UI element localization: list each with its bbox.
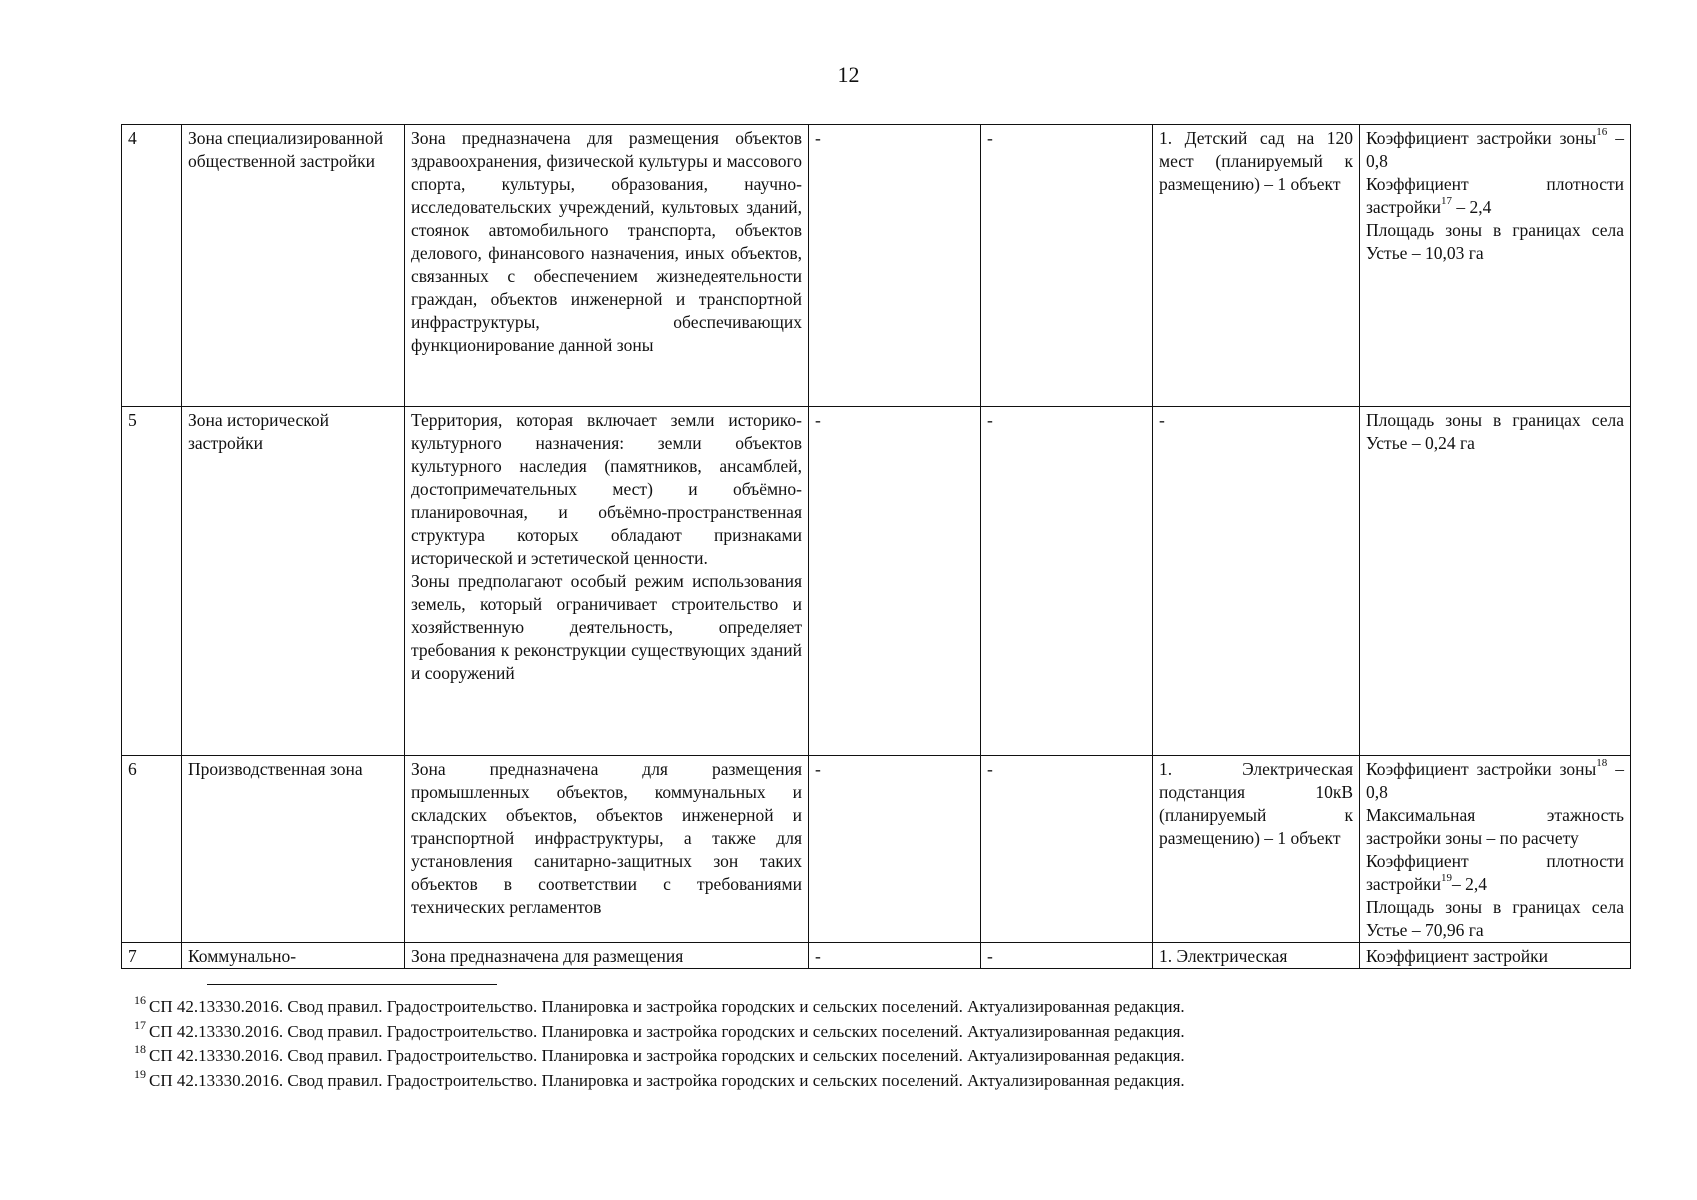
footnote: $^{17}$ СП 42.13330.2016. Свод правил. Градостроительство. Планировка и застройка городских и сельских поселений. Актуализированная редакция. [134, 1017, 1185, 1041]
column-f-value: - [981, 756, 1153, 943]
parameter-line: Площадь зоны в границах села Устье – 10,03 га [1366, 220, 1624, 263]
parameter-line: Площадь зоны в границах села Устье – 70,96 га [1366, 897, 1624, 940]
column-e-value: - [809, 407, 981, 756]
column-f-value: - [981, 407, 1153, 756]
zone-description: Зона предназначена для размещения промышленных объектов, коммунальных и складских объектов, объектов инженерной и транспортной инфраструктуры, а также для установления санитарно-защитных зон таких объектов в соответствии с требованиями технических регламентов [405, 756, 809, 943]
parameter-line: Коэффициент плотности застройки$^{19}$– 2,4 [1366, 851, 1624, 894]
planned-objects: - [1153, 407, 1360, 756]
zone-parameters [1360, 125, 1631, 407]
column-e-value: - [809, 125, 981, 407]
zone-description: Зона предназначена для размещения объектов здравоохранения, физической культуры и массового спорта, культуры, образования, научно-исследовательских учреждений, культовых зданий, стоянок автомобильного транспорта, объектов делового, финансового назначения, иных объектов, связанных с обеспечением жизнедеятельности граждан, объектов инженерной и транспортной инфраструктуры, обеспечивающих функционирование данной зоны [405, 125, 809, 407]
zone-name: Зона специализированной общественной застройки [182, 125, 405, 407]
footnote: $^{19}$ СП 42.13330.2016. Свод правил. Градостроительство. Планировка и застройка городских и сельских поселений. Актуализированная редакция. [134, 1066, 1185, 1090]
footnote-ref: 17 [1441, 195, 1453, 208]
zone-description [405, 407, 809, 756]
table-row [122, 407, 1631, 756]
description-paragraph: Зоны предполагают особый режим использования земель, который ограничивает строительство и хозяйственную деятельность, определяет требования к реконструкции существующих зданий и сооружений [411, 571, 802, 683]
footnote: $^{16}$ СП 42.13330.2016. Свод правил. Градостроительство. Планировка и застройка городских и сельских поселений. Актуализированная редакция. [134, 993, 1185, 1016]
zones-table [121, 124, 1631, 969]
planned-objects: 1. Электрическая подстанция 10кВ (планируемый к размещению) – 1 объект [1153, 756, 1360, 943]
parameter-line: Площадь зоны в границах села Устье – 0,24 га [1366, 410, 1624, 453]
row-number: 6 [122, 756, 182, 943]
zone-parameters [1360, 407, 1631, 756]
zone-name: Производственная зона [182, 756, 405, 943]
footnotes [134, 995, 1185, 1093]
column-e-value: - [809, 756, 981, 943]
parameter-line: Коэффициент застройки зоны$^{18}$ – 0,8 [1366, 757, 1624, 802]
footnote-ref: 18 [1596, 757, 1608, 770]
table-row [122, 125, 1631, 407]
zone-parameters: Коэффициент застройки [1360, 943, 1631, 969]
footnote-ref: 19 [1441, 872, 1453, 885]
zone-name: Коммунально- [182, 943, 405, 969]
zone-parameters [1360, 756, 1631, 943]
parameter-line: Коэффициент застройки зоны$^{16}$ – 0,8 [1366, 126, 1624, 171]
zone-name: Зона исторической застройки [182, 407, 405, 756]
parameter-line: Максимальная этажность застройки зоны – по расчету [1366, 805, 1624, 848]
row-number: 5 [122, 407, 182, 756]
footnote: $^{18}$ СП 42.13330.2016. Свод правил. Градостроительство. Планировка и застройка городских и сельских поселений. Актуализированная редакция. [134, 1042, 1185, 1065]
description-paragraph: Территория, которая включает земли историко-культурного назначения: земли объектов культурного наследия (памятников, ансамблей, достопримечательных мест) и объёмно-планировочная, и объёмно-пространственная структура которых обладают признаками исторической и эстетической ценности. [411, 410, 802, 568]
row-number: 4 [122, 125, 182, 407]
parameter-line: Коэффициент плотности застройки$^{17}$ – 2,4 [1366, 174, 1624, 217]
zone-description: Зона предназначена для размещения [405, 943, 809, 969]
footnote-ref: 16 [1596, 126, 1608, 139]
column-f-value: - [981, 943, 1153, 969]
row-number: 7 [122, 943, 182, 969]
column-f-value: - [981, 125, 1153, 407]
page-number: 12 [837, 62, 860, 87]
footnote-separator [207, 984, 497, 985]
table-row [122, 943, 1631, 969]
column-e-value: - [809, 943, 981, 969]
planned-objects: 1. Детский сад на 120 мест (планируемый к размещению) – 1 объект [1153, 125, 1360, 407]
planned-objects: 1. Электрическая [1153, 943, 1360, 969]
table-row [122, 756, 1631, 943]
